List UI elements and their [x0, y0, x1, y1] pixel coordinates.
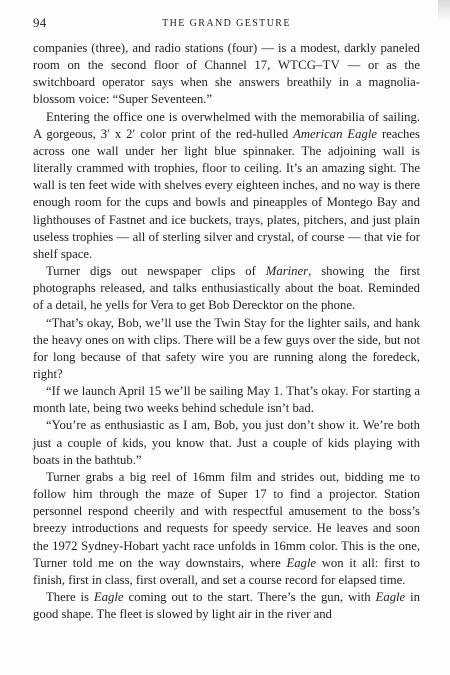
paragraph [33, 469, 420, 589]
italic-text: Eagle [93, 590, 124, 604]
paragraph [33, 109, 420, 263]
italic-text: Mariner [265, 264, 309, 279]
body-text [33, 40, 420, 623]
paragraph-text: reaches across one wall under her light blue spinnaker. The adjoining wall is literally crammed with trophies, floor to ceiling. It’s an amazing sight. The wall is ten feet wide with shelves every eighteen inches, and no way is there enough room for the cups and bowls and pineapples of Montego Bay and lighthouses of Fastnet and ice buckets, trays, plates, pitchers, and just plain useless trophies — all of sterling silver and crystal, of course — that vie for shelf space. [33, 126, 420, 261]
page-edge-shadow [438, 0, 450, 22]
paragraph-text: , showing the first photographs released, and talks enthusiastically about the boat. Reminded of a detail, he yells for Vera to get Bob Derecktor on the phone. [33, 264, 420, 313]
paragraph [33, 589, 420, 623]
paragraph [33, 315, 420, 384]
paragraph-text: “You’re as enthusiastic as I am, Bob, you just don’t show it. We’re both just a couple of kids, you know that. Just a couple of kids playing with boats in the bathtub.” [33, 418, 420, 467]
paragraph-text: won it all: first to finish, first in class, first overall, and set a course record for elapsed time. [33, 555, 420, 587]
paragraph [33, 40, 420, 109]
paragraph-text: There is [46, 590, 94, 604]
smallcaps-text: WTCG–TV [277, 58, 340, 73]
italic-text: Eagle [286, 555, 317, 570]
paragraph-text: Turner grabs a big reel of 16mm film and strides out, bidding me to follow him through the maze of Super 17 to find a projector. Station personnel respond cheerily and with respectful amusement to the boss’s breezy introductions and requests for speedy service. He leaves and soon the 1972 Sydney-Hobart yacht race unfolds in 16mm color. This is the one, Turner told me on the way downstairs, where [33, 469, 420, 570]
italic-text: American Eagle [293, 126, 377, 141]
page-header [33, 15, 420, 31]
paragraph [33, 383, 420, 417]
paragraph [33, 417, 420, 468]
page-number: 94 [33, 15, 47, 30]
paragraph-text: Entering the office one is overwhelmed with the memorabilia of sailing. A gorgeous, 3′ x 2′ color print of the red-hulled [33, 109, 420, 141]
paragraph [33, 263, 420, 314]
paragraph-text: companies (three), and radio stations (four) — is a modest, darkly paneled room on the second floor of Channel 17, [33, 41, 420, 73]
paragraph-text: “That’s okay, Bob, we’ll use the Twin Stay for the lighter sails, and hank the heavy ones on with clips. There will be a few guys over the side, but not for long because of that safety wire you are running along the foredeck, right? [33, 315, 420, 381]
running-head: THE GRAND GESTURE [162, 18, 291, 29]
paragraph-text: in good shape. The fleet is slowed by light air in the river and [33, 590, 421, 622]
paragraph-text: “If we launch April 15 we’ll be sailing May 1. That’s okay. For starting a month late, being two weeks behind schedule isn’t bad. [33, 384, 420, 416]
italic-text: Eagle [375, 590, 406, 604]
paragraph-text: Turner digs out newspaper clips of [46, 264, 266, 279]
paragraph-text: — or as the switchboard operator says when she answers breathily in a magnolia-blossom voice: “Super Seventeen.” [33, 58, 421, 107]
paragraph-text: coming out to the start. There’s the gun, with [123, 590, 376, 604]
